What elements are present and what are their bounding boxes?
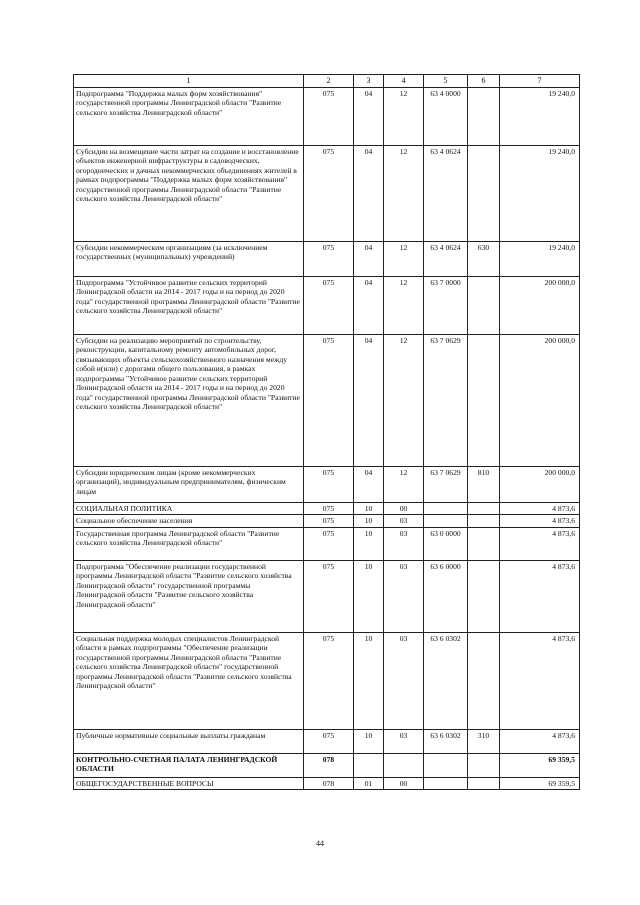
amount-cell: 200 000,0: [500, 335, 580, 467]
ministry-code-cell: 075: [304, 729, 354, 753]
table-row: [74, 632, 580, 729]
row-name-cell: Социальное обеспечение населения: [74, 515, 304, 527]
expense-type-cell: [468, 777, 500, 789]
table-row: [74, 527, 580, 560]
row-name-cell: ОБЩЕГОСУДАРСТВЕННЫЕ ВОПРОСЫ: [74, 777, 304, 789]
expense-type-cell: [468, 503, 500, 515]
table-row: [74, 146, 580, 242]
header-cell: 5: [424, 75, 468, 88]
row-name-cell: Субсидии на реализацию мероприятий по строительству, реконструкции, капитальному ремонту автомобильных дорог, связывающих объекты сельскохозяйственного назначения между собой и(или) с дорогами общего пользования, в рамках подпрограммы "Устойчивое развитие сельских территорий Ленинградской области на 2014 - 2017 годы и на период до 2020 года" государственной программы Ленинградской области "Развитие сельского хозяйства Ленинградской области": [74, 335, 304, 467]
table-row: [74, 277, 580, 335]
ministry-code-cell: 075: [304, 527, 354, 560]
row-name-cell: Подпрограмма "Поддержка малых форм хозяйствования" государственной программы Ленинградской области "Развитие сельского хозяйства Ленинградской области": [74, 88, 304, 146]
amount-cell: 69 359,5: [500, 753, 580, 777]
expense-type-cell: [468, 560, 500, 632]
section-cell: 10: [354, 632, 384, 729]
section-cell: 04: [354, 242, 384, 277]
amount-cell: 19 240,0: [500, 146, 580, 242]
ministry-code-cell: 078: [304, 753, 354, 777]
expense-type-cell: [468, 632, 500, 729]
target-article-cell: 63 0 0000: [424, 527, 468, 560]
row-name-cell: Субсидии на возмещение части затрат на создание и восстановление объектов инженерной инфраструктуры в садоводческих, огороднических и дачных некоммерческих объединениях жителей в рамках подпрограммы "Поддержка малых форм хозяйствования" государственной программы Ленинградской области "Развитие сельского хозяйства Ленинградской области": [74, 146, 304, 242]
amount-cell: 69 359,5: [500, 777, 580, 789]
row-name-cell: Государственная программа Ленинградской области "Развитие сельского хозяйства Ленинградской области": [74, 527, 304, 560]
subsection-cell: 03: [384, 527, 424, 560]
row-name-cell: Субсидии юридическим лицам (кроме некоммерческих организаций), индивидуальным предпринимателям, физическим лицам: [74, 467, 304, 503]
table-row: [74, 515, 580, 527]
expense-type-cell: 310: [468, 729, 500, 753]
budget-table: [73, 74, 580, 790]
section-cell: [354, 753, 384, 777]
subsection-cell: 00: [384, 503, 424, 515]
expense-type-cell: [468, 527, 500, 560]
subsection-cell: 12: [384, 88, 424, 146]
subsection-cell: [384, 753, 424, 777]
amount-cell: 4 873,6: [500, 632, 580, 729]
table-row: [74, 503, 580, 515]
subsection-cell: 00: [384, 777, 424, 789]
table-row: [74, 753, 580, 777]
ministry-code-cell: 075: [304, 632, 354, 729]
section-cell: 04: [354, 146, 384, 242]
header-cell: 3: [354, 75, 384, 88]
page-number: 44: [316, 839, 324, 848]
section-cell: 04: [354, 277, 384, 335]
amount-cell: 19 240,0: [500, 88, 580, 146]
table-row: [74, 88, 580, 146]
subsection-cell: 12: [384, 146, 424, 242]
table-row: [74, 777, 580, 789]
row-name-cell: Публичные нормативные социальные выплаты гражданам: [74, 729, 304, 753]
expense-type-cell: [468, 515, 500, 527]
target-article-cell: 63 7 0629: [424, 467, 468, 503]
table-row: [74, 729, 580, 753]
header-row: [74, 75, 580, 88]
subsection-cell: 03: [384, 729, 424, 753]
ministry-code-cell: 075: [304, 277, 354, 335]
target-article-cell: [424, 503, 468, 515]
target-article-cell: 63 7 0629: [424, 335, 468, 467]
target-article-cell: 63 6 0302: [424, 729, 468, 753]
target-article-cell: 63 6 0302: [424, 632, 468, 729]
target-article-cell: [424, 753, 468, 777]
section-cell: 10: [354, 527, 384, 560]
section-cell: 04: [354, 88, 384, 146]
target-article-cell: 63 7 0000: [424, 277, 468, 335]
row-name-cell: КОНТРОЛЬНО-СЧЕТНАЯ ПАЛАТА ЛЕНИНГРАДСКОЙ ОБЛАСТИ: [74, 753, 304, 777]
target-article-cell: [424, 777, 468, 789]
section-cell: 04: [354, 335, 384, 467]
subsection-cell: 03: [384, 560, 424, 632]
subsection-cell: 12: [384, 242, 424, 277]
table-row: [74, 560, 580, 632]
row-name-cell: Субсидии некоммерческим организациям (за исключением государственных (муниципальных) учреждений): [74, 242, 304, 277]
expense-type-cell: 630: [468, 242, 500, 277]
header-cell: 7: [500, 75, 580, 88]
expense-type-cell: [468, 146, 500, 242]
ministry-code-cell: 075: [304, 146, 354, 242]
section-cell: 10: [354, 560, 384, 632]
ministry-code-cell: 078: [304, 777, 354, 789]
ministry-code-cell: 075: [304, 88, 354, 146]
budget-table-sheet: [73, 74, 579, 790]
section-cell: 10: [354, 729, 384, 753]
ministry-code-cell: 075: [304, 560, 354, 632]
amount-cell: 4 873,6: [500, 503, 580, 515]
header-cell: 1: [74, 75, 304, 88]
target-article-cell: 63 4 0000: [424, 88, 468, 146]
expense-type-cell: [468, 88, 500, 146]
amount-cell: 200 000,0: [500, 277, 580, 335]
ministry-code-cell: 075: [304, 242, 354, 277]
ministry-code-cell: 075: [304, 515, 354, 527]
section-cell: 10: [354, 515, 384, 527]
ministry-code-cell: 075: [304, 467, 354, 503]
expense-type-cell: [468, 277, 500, 335]
expense-type-cell: [468, 753, 500, 777]
subsection-cell: 12: [384, 277, 424, 335]
ministry-code-cell: 075: [304, 503, 354, 515]
row-name-cell: Подпрограмма "Устойчивое развитие сельских территорий Ленинградской области на 2014 - 2017 годы и на период до 2020 года" государственной программы Ленинградской области "Развитие сельского хозяйства Ленинградской области": [74, 277, 304, 335]
row-name-cell: Подпрограмма "Обеспечение реализации государственной программы Ленинградской области "Развитие сельского хозяйства Ленинградской области" государственной программы Ленинградской области "Развитие сельского хозяйства Ленинградской области": [74, 560, 304, 632]
expense-type-cell: [468, 335, 500, 467]
ministry-code-cell: 075: [304, 335, 354, 467]
row-name-cell: Социальная поддержка молодых специалистов Ленинградской области в рамках подпрограммы "Обеспечение реализации государственной программы Ленинградской области "Развитие сельского хозяйства Ленинградской области" государственной программы Ленинградской области "Развитие сельского хозяйства Ленинградской области": [74, 632, 304, 729]
target-article-cell: 63 4 0624: [424, 146, 468, 242]
amount-cell: 4 873,6: [500, 729, 580, 753]
amount-cell: 4 873,6: [500, 527, 580, 560]
amount-cell: 19 240,0: [500, 242, 580, 277]
subsection-cell: 12: [384, 467, 424, 503]
section-cell: 01: [354, 777, 384, 789]
header-cell: 2: [304, 75, 354, 88]
target-article-cell: [424, 515, 468, 527]
header-cell: 6: [468, 75, 500, 88]
amount-cell: 4 873,6: [500, 515, 580, 527]
subsection-cell: 03: [384, 515, 424, 527]
target-article-cell: 63 4 0624: [424, 242, 468, 277]
table-row: [74, 335, 580, 467]
amount-cell: 200 000,0: [500, 467, 580, 503]
section-cell: 04: [354, 467, 384, 503]
row-name-cell: СОЦИАЛЬНАЯ ПОЛИТИКА: [74, 503, 304, 515]
table-row: [74, 242, 580, 277]
subsection-cell: 12: [384, 335, 424, 467]
section-cell: 10: [354, 503, 384, 515]
target-article-cell: 63 6 0000: [424, 560, 468, 632]
subsection-cell: 03: [384, 632, 424, 729]
expense-type-cell: 810: [468, 467, 500, 503]
amount-cell: 4 873,6: [500, 560, 580, 632]
table-row: [74, 467, 580, 503]
header-cell: 4: [384, 75, 424, 88]
